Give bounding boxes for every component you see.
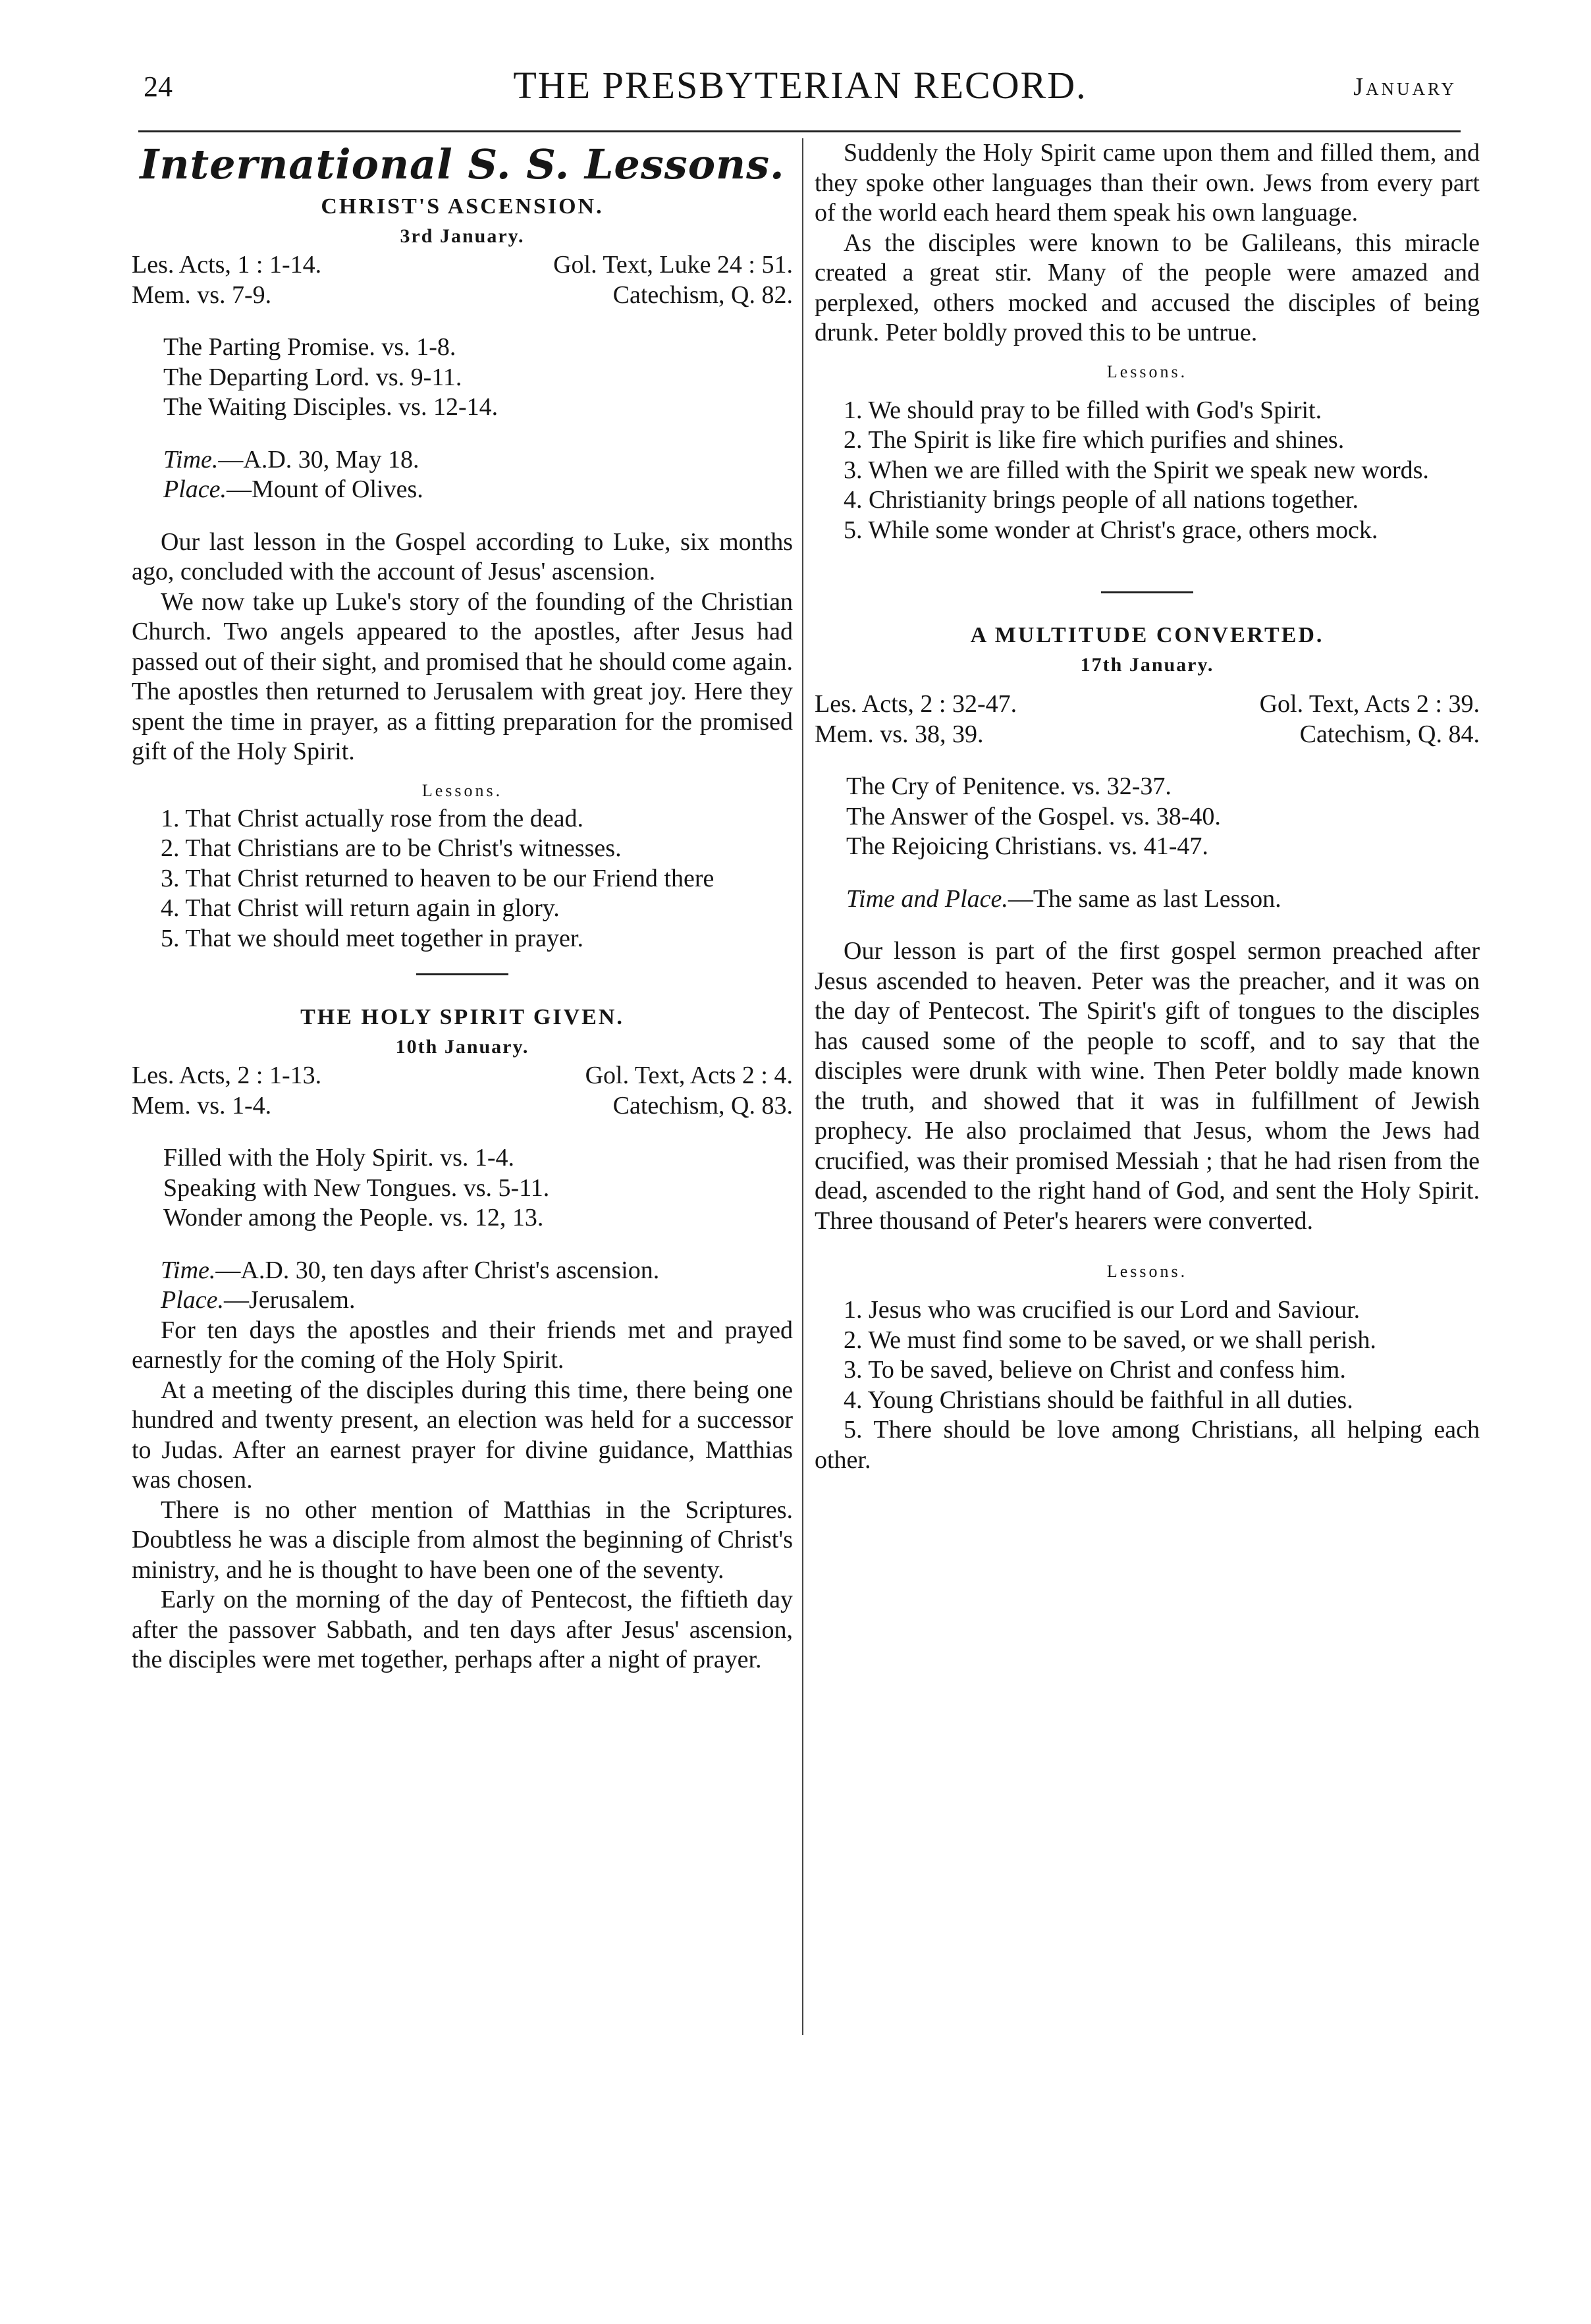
lesson-point: 5. There should be love among Christians, all helping each other.	[815, 1416, 1480, 1474]
lesson-point: 4. Christianity brings people of all nations together.	[844, 486, 1359, 514]
time-text: —A.D. 30, May 18.	[218, 445, 419, 473]
time-place-text: —The same as last Lesson.	[1008, 884, 1281, 913]
lesson-title: THE HOLY SPIRIT GIVEN.	[300, 1005, 624, 1029]
time-line	[132, 1256, 793, 1286]
lesson-point: 4. Young Christians should be faithful in all duties.	[844, 1386, 1353, 1414]
place-label: Place.	[161, 1286, 225, 1314]
place-label: Place.	[163, 475, 227, 503]
section-separator	[1101, 591, 1193, 593]
time-place-label: Time and Place.	[846, 884, 1008, 913]
body-paragraph: At a meeting of the disciples during this time, there being one hundred and twenty present, an election was held for a successor to Judas. After an earnest prayer for divine guidance, Matthias was chosen.	[132, 1376, 793, 1494]
place-text: —Mount of Olives.	[227, 475, 423, 503]
lesson-point: 1. We should pray to be filled with God's Spirit.	[844, 396, 1322, 424]
time-text: —A.D. 30, ten days after Christ's ascension.	[215, 1256, 660, 1284]
place-text: —Jerusalem.	[224, 1286, 356, 1314]
lesson-reference: Les. Acts, 2 : 1-13.	[132, 1062, 322, 1089]
body-paragraph: For ten days the apostles and their friends met and prayed earnestly for the coming of the Holy Spirit.	[132, 1316, 793, 1374]
lesson-point: 3. To be saved, believe on Christ and confess him.	[844, 1356, 1346, 1384]
time-place-line	[815, 884, 1480, 915]
body-paragraph: We now take up Luke's story of the founding of the Christian Church. Two angels appeared to the apostles, after Jesus had passed out of their sight, and promised that he should come again. The apostles then returned to Jerusalem with great joy. Here they spent the time in prayer, as a fitting preparation for the promised gift of the Holy Spirit.	[132, 587, 793, 765]
body-paragraph: Suddenly the Holy Spirit came upon them and filled them, and they spoke other languages than their own. Jews from every part of the world each heard them speak his own language.	[815, 139, 1480, 227]
place-line	[132, 475, 793, 505]
catechism-question: Catechism, Q. 84.	[1299, 720, 1480, 748]
header-rule	[138, 130, 1461, 132]
column-divider	[802, 138, 803, 2035]
lesson-references	[132, 250, 793, 281]
lessons-label: Lessons.	[1106, 362, 1188, 381]
outline-item: The Parting Promise. vs. 1-8.	[163, 333, 456, 361]
lesson-point: 5. That we should meet together in prayer.	[161, 924, 583, 952]
golden-text: Gol. Text, Luke 24 : 51.	[553, 251, 793, 279]
body-paragraph: Our lesson is part of the first gospel sermon preached after Jesus ascended to heaven. Peter was the preacher, and it was on the day of Pentecost. The Spirit's gift of tongues to the disciples has caused some of the people to scoff, and to say that the disciples were drunk with wine. Then Peter boldly made known the truth, and showed that it was in fulfillment of Jewish prophecy. He also proclaimed that Jesus, whom the Jews had crucified, was their promised Messiah ; that he had risen from the dead, ascended to the right hand of God, and sent the Holy Spirit. Three thousand of Peter's hearers were converted.	[815, 937, 1480, 1235]
publication-title: THE PRESBYTERIAN RECORD.	[513, 64, 1087, 107]
right-column	[815, 138, 1480, 1475]
lesson-point: 1. Jesus who was crucified is our Lord and Saviour.	[844, 1296, 1361, 1324]
lesson-reference: Les. Acts, 2 : 32-47.	[815, 690, 1017, 718]
issue-month: January	[1353, 73, 1457, 101]
catechism-question: Catechism, Q. 83.	[612, 1091, 793, 1120]
lesson-title: CHRIST'S ASCENSION.	[321, 194, 604, 219]
memory-verses: Mem. vs. 1-4.	[132, 1091, 272, 1120]
lesson-date: 17th January.	[1080, 654, 1214, 676]
lesson-references	[815, 720, 1480, 750]
place-line	[132, 1285, 793, 1316]
body-paragraph: There is no other mention of Matthias in the Scriptures. Doubtless he was a disciple from almost the beginning of Christ's ministry, and he is thought to have been one of the seventy.	[132, 1496, 793, 1584]
lesson-point: 4. That Christ will return again in glory.	[161, 894, 560, 922]
time-label: Time.	[163, 445, 219, 473]
lesson-point: 2. We must find some to be saved, or we shall perish.	[844, 1326, 1376, 1354]
lessons-label: Lessons.	[421, 780, 503, 800]
outline-item: The Departing Lord. vs. 9-11.	[163, 363, 462, 391]
lesson-references	[132, 1061, 793, 1091]
lesson-title: A MULTITUDE CONVERTED.	[970, 623, 1324, 647]
catechism-question: Catechism, Q. 82.	[612, 281, 793, 309]
lesson-point: 1. That Christ actually rose from the dead.	[161, 804, 583, 832]
section-separator	[416, 973, 508, 975]
lesson-point: 2. That Christians are to be Christ's witnesses.	[161, 834, 622, 862]
lesson-references	[132, 281, 793, 311]
memory-verses: Mem. vs. 7-9.	[132, 281, 272, 309]
body-paragraph: Early on the morning of the day of Pentecost, the fiftieth day after the passover Sabbath, and ten days after Jesus' ascension, the disciples were met together, perhaps after a night of prayer.	[132, 1586, 793, 1673]
lesson-point: 3. That Christ returned to heaven to be our Friend there	[161, 864, 715, 892]
lesson-point: 3. When we are filled with the Spirit we speak new words.	[844, 456, 1429, 484]
memory-verses: Mem. vs. 38, 39.	[815, 720, 984, 748]
lesson-date: 10th January.	[395, 1036, 529, 1058]
outline-item: The Waiting Disciples. vs. 12-14.	[163, 393, 499, 421]
page-number: 24	[144, 70, 173, 103]
running-head	[144, 63, 1457, 109]
outline-item: Wonder among the People. vs. 12, 13.	[163, 1204, 544, 1231]
lesson-reference: Les. Acts, 1 : 1-14.	[132, 251, 322, 279]
golden-text: Gol. Text, Acts 2 : 39.	[1259, 690, 1480, 718]
outline-item: The Cry of Penitence. vs. 32-37.	[846, 772, 1172, 800]
outline-item: Filled with the Holy Spirit. vs. 1-4.	[163, 1144, 515, 1172]
section-heading: International S. S. Lessons.	[140, 140, 785, 188]
lessons-label: Lessons.	[1106, 1262, 1188, 1281]
time-line	[132, 445, 793, 475]
lesson-date: 3rd January.	[400, 225, 525, 247]
lesson-references	[815, 689, 1480, 720]
outline-item: Speaking with New Tongues. vs. 5-11.	[163, 1174, 550, 1202]
body-paragraph: Our last lesson in the Gospel according to Luke, six months ago, concluded with the account of Jesus' ascension.	[132, 527, 793, 585]
lesson-point: 2. The Spirit is like fire which purifies and shines.	[844, 426, 1345, 454]
left-column	[132, 138, 793, 1675]
lesson-point: 5. While some wonder at Christ's grace, others mock.	[844, 516, 1378, 544]
time-label: Time.	[161, 1256, 216, 1284]
body-paragraph: As the disciples were known to be Galileans, this miracle created a great stir. Many of the people were amazed and perplexed, others mocked and accused the disciples of being drunk. Peter boldly proved this to be untrue.	[815, 229, 1480, 346]
golden-text: Gol. Text, Acts 2 : 4.	[585, 1062, 793, 1089]
outline-item: The Rejoicing Christians. vs. 41-47.	[846, 832, 1208, 860]
lesson-references	[132, 1091, 793, 1121]
outline-item: The Answer of the Gospel. vs. 38-40.	[846, 802, 1221, 830]
